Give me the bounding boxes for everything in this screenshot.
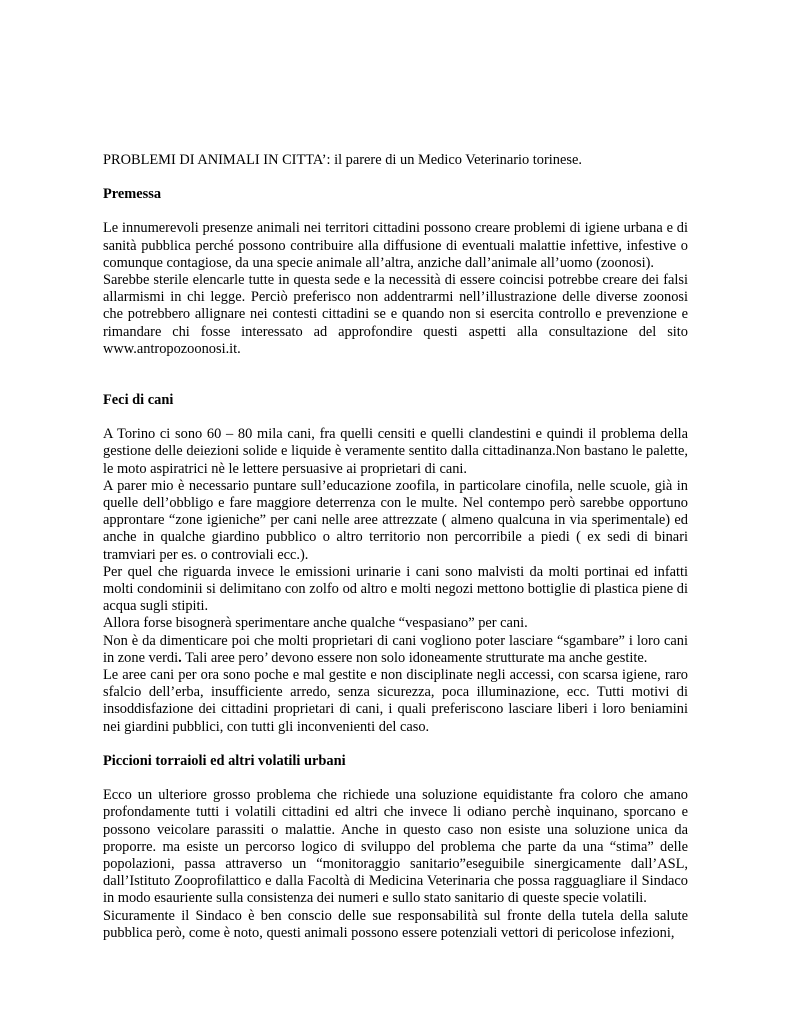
paragraph-part: Tali aree pero’ devono essere non solo idoneamente strutturate ma anche gestite.	[181, 649, 648, 666]
paragraph: A Torino ci sono 60 – 80 mila cani, fra quelli censiti e quelli clandestini e quindi il problema della gestione delle deiezioni solide e liquide è veramente sentito dalla cittadinanza.Non bastano le palette, le moto aspiratrici nè le lettere persuasive ai proprietari di cani.	[103, 426, 688, 477]
bold-period: .	[178, 649, 182, 666]
paragraph: Sicuramente il Sindaco è ben conscio delle sue responsabilità sul fronte della tutela della salute pubblica però, come è noto, questi animali possono essere potenziali vettori di pericolose infezioni,	[103, 907, 688, 941]
document-title: PROBLEMI DI ANIMALI IN CITTA’: il parere di un Medico Veterinario torinese.	[103, 152, 582, 168]
paragraph: Le aree cani per ora sono poche e mal gestite e non disciplinate negli accessi, con scarsa igiene, raro sfalcio dell’erba, insufficiente arredo, senza sicurezza, poca illuminazione, ecc. Tutti motivi di insoddisfazione dei cittadini proprietari di cani, i quali preferiscono lasciare liberi i loro beniamini nei giardini pubblici, con tutti gli inconvenienti del caso.	[103, 667, 688, 735]
paragraph: Le innumerevoli presenze animali nei territori cittadini possono creare problemi di igiene urbana e di sanità pubblica perché possono contribuire alla diffusione di eventuali malattie infettive, infestive o comunque contagiose, da una specie animale all’altra, anziche dall’animale all’uomo (zoonosi).	[103, 220, 688, 271]
paragraph: Ecco un ulteriore grosso problema che richiede una soluzione equidistante fra coloro che amano profondamente tutti i volatili cittadini ed altri che invece li odiano perchè inquinano, sporcano e possono veicolare parassiti o malattie. Anche in questo caso non esiste una soluzione unica da proporre. ma esiste un percorso logico di sviluppo del problema che parte da una “stima” delle popolazioni, passa attraverso un “monitoraggio sanitario”eseguibile sinergicamente dall’ASL, dall’Istituto Zooprofilattico e dalla Facoltà di Medicina Veterinaria che possa ragguagliare il Sindaco in modo esauriente sulla consistenza dei numeri e sullo stato sanitario di queste specie volatili.	[103, 787, 688, 907]
heading-premessa: Premessa	[103, 186, 162, 203]
paragraph-part: Non è da dimenticare poi che molti proprietari di cani vogliono poter lasciare “sgambare” i loro cani in zone verdi	[103, 632, 688, 666]
heading-piccioni: Piccioni torraioli ed altri volatili urbani	[103, 752, 346, 769]
document-body	[103, 152, 688, 942]
heading-feci-di-cani: Feci di cani	[103, 392, 174, 409]
paragraph: A parer mio è necessario puntare sull’educazione zoofila, in particolare cinofila, nelle scuole, già in quelle dell’obbligo e fare maggiore deterrenza con le multe. Nel contempo però sarebbe opportuno approntare “zone igieniche” per cani nelle aree attrezzate ( almeno qualcuna in via sperimentale) ed anche in qualche giardino pubblico o altro territorio non percorribile a piedi ( ex sedi di binari tramviari per es. o controviali ecc.).	[103, 477, 688, 563]
paragraph: Allora forse bisognerà sperimentare anche qualche “vespasiano” per cani.	[103, 615, 528, 632]
paragraph	[103, 633, 688, 667]
paragraph: Sarebbe sterile elencarle tutte in questa sede e la necessità di essere coincisi potrebbe creare dei falsi allarmismi in chi legge. Perciò preferisco non addentrarmi nell’illustrazione delle diverse zoonosi che potrebbero allignare nei contesti cittadini se e quando non si esercita controllo e prevenzione e rimandare chi fosse interessato ad approfondire questi aspetti alla consultazione del sito www.antropozoonosi.it.	[103, 272, 688, 357]
paragraph: Per quel che riguarda invece le emissioni urinarie i cani sono malvisti da molti portinai ed infatti molti condominii si delimitano con zolfo od altro e molti negozi mettono bottiglie di plastica piene di acqua sugli stipiti.	[103, 563, 688, 615]
